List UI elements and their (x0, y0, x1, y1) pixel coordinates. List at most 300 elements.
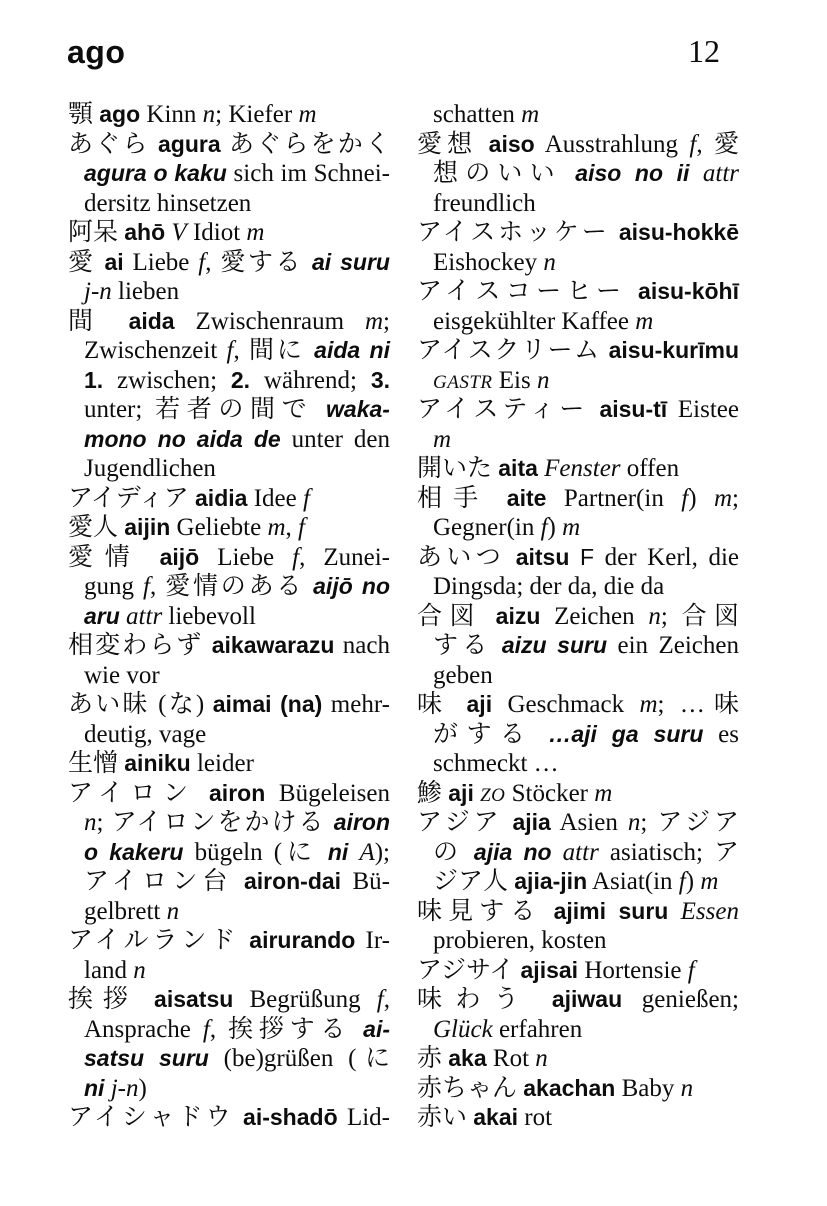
entry-line (417, 720, 739, 750)
text-run-rom: agura (157, 130, 221, 157)
text-run-it: f (143, 573, 150, 600)
text-run-jp: 味 (417, 691, 467, 718)
text-run-de: freundlich (433, 189, 536, 217)
text-run-de: schmeckt … (433, 750, 559, 777)
text-run-jp: 愛人 (68, 514, 125, 541)
text-run-it: n (536, 366, 550, 394)
text-run-jp: あい昧 (な) (68, 691, 213, 718)
text-run-de: Liebe (123, 248, 199, 276)
entry-line (68, 425, 390, 455)
entry-line (68, 631, 390, 661)
entry-line (68, 1103, 390, 1133)
text-run-bi: ni (327, 838, 349, 865)
text-run-jp: 想のいい (433, 160, 576, 187)
dictionary-entry (417, 130, 739, 219)
text-run-de: mehr- (322, 691, 390, 718)
dictionary-entry (417, 808, 739, 897)
entry-line (68, 543, 390, 573)
text-run-jp: あいつ (417, 543, 516, 571)
entry-line (417, 690, 739, 720)
text-run-jp: アイルランド (68, 927, 250, 954)
entry-line (68, 454, 390, 484)
text-run-de: eisgekühlter Kaffee (433, 307, 636, 335)
entry-line (68, 897, 390, 927)
entry-line (417, 602, 739, 632)
text-run-it: A (359, 838, 375, 866)
entry-line (68, 218, 390, 248)
text-run-it: f (689, 130, 697, 158)
text-run-jp: あぐら (68, 130, 158, 158)
text-run-jp: あぐらをかく (220, 130, 390, 158)
text-run-de: gelbrett (84, 897, 167, 925)
text-run-bi: mono no aida de (84, 425, 281, 452)
text-run-rom: aida (128, 307, 175, 334)
text-run-jp: 赤い (417, 1104, 474, 1131)
text-run-it: V (171, 219, 187, 246)
text-run-it: Glück (433, 1015, 493, 1043)
text-run-de: Gegner(in (433, 514, 541, 541)
text-run-rom: ajiwau (551, 986, 623, 1012)
text-run-de: , (149, 573, 166, 600)
text-run-rom: ajia-jin (514, 868, 588, 894)
text-run-rom: aijō (159, 543, 200, 570)
entry-line (68, 838, 390, 868)
entry-line (68, 749, 390, 779)
text-run-de: ; (660, 602, 682, 630)
entry-line (417, 1044, 739, 1074)
text-run-de: ) (138, 1074, 147, 1102)
text-run-sans: F (579, 543, 595, 570)
entry-line (68, 159, 390, 189)
entry-line (68, 130, 390, 160)
entry-line (417, 189, 739, 219)
text-run-de: deutig, vage (84, 720, 207, 748)
text-run-de: ; (732, 484, 739, 512)
text-run-rom: ajia (512, 809, 551, 835)
text-run-it: m (639, 691, 658, 718)
text-run-jp: 赤 (417, 1045, 449, 1072)
text-run-it: f (298, 514, 305, 541)
text-run-jp: 相変わらず (68, 632, 212, 659)
entry-line (417, 277, 739, 307)
text-run-it: m (713, 484, 733, 512)
text-run-it: f (376, 986, 384, 1013)
dictionary-entry (417, 897, 739, 956)
text-run-jp: アイシャドウ (68, 1104, 244, 1131)
entry-line (68, 366, 390, 396)
text-run-de: unter; (84, 396, 156, 423)
text-run-rom: aita (498, 455, 538, 481)
text-run-jp: に (356, 1045, 390, 1072)
entry-line (417, 1074, 739, 1104)
text-run-it: n (202, 101, 216, 128)
dictionary-entry (417, 277, 739, 336)
text-run-it: Fenster (544, 455, 621, 482)
text-run-it: attr (562, 838, 599, 866)
text-run-de: liebevoll (162, 602, 256, 630)
text-run-rom: aisatsu (154, 986, 234, 1012)
text-run-jp: アイスティー (417, 396, 600, 423)
text-run-de: , Zunei- (299, 543, 390, 571)
text-run-de: , (233, 337, 249, 364)
dictionary-entry (417, 985, 739, 1044)
text-run-jp: 鯵 (417, 779, 449, 807)
text-run-jp: アジア (417, 809, 513, 836)
text-run-rom: akachan (523, 1074, 616, 1101)
text-run-jp: アイロン (68, 779, 210, 807)
text-run-jp: 味わう (417, 986, 552, 1013)
text-run-de: , (383, 986, 390, 1013)
text-run-de (689, 160, 702, 187)
entry-line (68, 1015, 390, 1045)
text-run-bi: …aji ga suru (548, 720, 704, 747)
text-run-de (305, 337, 314, 364)
text-run-jp: 愛 (714, 130, 740, 158)
text-run-de: Zwischenraum (174, 307, 365, 335)
text-run-jp: 相手 (417, 484, 507, 512)
text-run-jp: がする (433, 720, 549, 748)
text-run-bi: airon (333, 809, 390, 835)
text-run-rom: aisu-kurīmu (608, 337, 739, 363)
text-run-it: m (267, 514, 286, 541)
text-run-rom: ai (104, 248, 124, 275)
text-run-it: n (166, 897, 180, 925)
text-run-de (303, 249, 312, 276)
text-run-de: Idiot (186, 219, 247, 246)
text-run-jp: ジア人 (433, 868, 515, 895)
text-run-jp: …味 (679, 691, 739, 718)
text-run-b: 1. (84, 366, 104, 393)
text-run-de: ) (547, 514, 563, 541)
text-run-de: Kinn (140, 101, 203, 128)
text-run-de (326, 809, 334, 836)
text-run-de: erfahren (492, 1015, 583, 1043)
dictionary-entry (417, 690, 739, 779)
entry-line (417, 808, 739, 838)
entry-line (68, 720, 390, 750)
text-run-de: , (209, 1015, 229, 1043)
text-run-rom: aizu (495, 602, 541, 629)
text-run-de: Lid- (337, 1104, 390, 1131)
text-run-it: f (198, 248, 206, 276)
text-run-de: asiatisch; (598, 838, 714, 866)
text-run-de: ; Kiefer (215, 101, 299, 128)
text-run-jp: アイスコーヒー (417, 278, 639, 305)
text-run-it: f (202, 1015, 210, 1043)
text-run-de: land (84, 956, 134, 984)
text-run-jp: する (433, 632, 502, 659)
text-run-jp: 顎 (68, 101, 100, 128)
entry-line (417, 513, 739, 543)
text-run-de: es (703, 720, 739, 748)
text-run-de: geben (433, 661, 493, 689)
text-run-jp: 愛情 (68, 543, 160, 571)
text-run-bi: waka- (326, 396, 390, 422)
text-run-de: , (205, 248, 221, 276)
text-run-jp: 愛 (68, 248, 105, 276)
entry-line (68, 336, 390, 366)
text-run-jp: 間 (68, 307, 129, 335)
text-run-de: Baby (615, 1074, 681, 1102)
text-run-de: schatten (433, 101, 522, 128)
text-run-b: 3. (370, 366, 390, 393)
text-run-rom: aijin (124, 514, 171, 540)
entry-line (417, 248, 739, 278)
dictionary-entry (417, 336, 739, 395)
text-run-de: sich im Schnei- (226, 160, 391, 187)
text-run-de: dersitz hinsetzen (84, 189, 252, 217)
text-run-b: 2. (230, 366, 251, 393)
text-run-de: Ansprache (84, 1015, 203, 1043)
text-run-sc: GASTR (433, 371, 493, 393)
dictionary-entry (417, 956, 739, 986)
entry-line (417, 985, 739, 1015)
text-run-de: Bü- (341, 868, 390, 895)
text-run-de: Eis (492, 366, 537, 394)
dictionary-entry (417, 218, 739, 277)
dictionary-entry (417, 602, 739, 691)
text-run-jp: 赤ちゃん (417, 1074, 524, 1102)
text-run-jp: アイディア (68, 484, 196, 512)
text-run-jp: の (433, 838, 474, 866)
text-run-it: m (433, 425, 452, 453)
text-run-bi: aida ni (314, 337, 390, 363)
entry-line (68, 602, 390, 632)
text-run-rom: aitsu (515, 543, 570, 570)
dictionary-entry (68, 248, 390, 307)
dictionary-entry (68, 100, 390, 130)
entry-line (68, 661, 390, 691)
text-run-jp: アジア (657, 809, 739, 836)
text-run-de: ein Zeichen (607, 632, 739, 659)
text-run-jp: 阿呆 (68, 219, 125, 246)
text-run-de (313, 396, 326, 423)
text-run-rom: ainiku (124, 750, 191, 776)
text-run-it: f (678, 868, 686, 895)
text-run-it: attr (702, 160, 739, 187)
entry-line (68, 867, 390, 897)
text-run-de: Asien (550, 809, 628, 836)
text-run-de: probieren, kosten (433, 927, 607, 954)
text-run-de: ); (374, 838, 390, 866)
text-run-it: f (302, 484, 310, 512)
text-run-rom: airurando (249, 927, 356, 953)
text-run-it: n (133, 956, 146, 984)
entry-line (417, 1015, 739, 1045)
text-run-de: ) (688, 484, 714, 512)
text-run-de: genießen; (622, 986, 739, 1013)
text-run-rom: ai-shadō (243, 1104, 338, 1130)
text-run-de: während; (250, 366, 371, 394)
text-run-de: Eistee (667, 396, 739, 423)
text-run-de: der Kerl, die (594, 543, 739, 571)
text-run-de: wie vor (84, 661, 160, 689)
text-run-de: Ausstrahlung (534, 130, 690, 158)
text-run-jp: ア (713, 838, 739, 866)
text-run-jp: 開いた (417, 455, 499, 482)
text-run-it: n (627, 809, 641, 836)
text-run-jp: 生憎 (68, 750, 125, 777)
text-run-rom: aji (466, 691, 493, 717)
dictionary-entry (68, 130, 390, 219)
dictionary-entry (68, 543, 390, 632)
text-run-rom: ahō (124, 219, 166, 245)
entry-line (68, 277, 390, 307)
text-run-de: nach (334, 632, 390, 659)
text-run-de: Zeichen (540, 602, 649, 630)
text-run-de: offen (620, 455, 680, 482)
text-run-de: ) (685, 868, 701, 895)
text-run-sc: ZO (480, 784, 506, 806)
text-run-jp: アイスホッケー (417, 219, 619, 246)
dictionary-entry (68, 307, 390, 484)
dictionary-entry (417, 1103, 739, 1133)
dictionary-entry (68, 749, 390, 779)
dictionary-entry (68, 985, 390, 1103)
text-run-jp: 合図 (417, 602, 496, 630)
text-run-de: lieben (111, 278, 180, 305)
text-run-it: m (298, 101, 317, 128)
entry-line (417, 454, 739, 484)
text-run-de (348, 839, 359, 866)
dictionary-entry (417, 454, 739, 484)
text-run-jp: 若者の間で (155, 396, 314, 423)
text-run-it: f (681, 484, 689, 512)
text-run-it: f (226, 337, 234, 364)
entry-line (68, 189, 390, 219)
dictionary-entry (417, 543, 739, 602)
entry-line (417, 100, 739, 130)
entry-line (417, 661, 739, 691)
text-run-jp: アイロンをかける (111, 809, 326, 836)
dictionary-entry (68, 218, 390, 248)
text-run-de: , (696, 130, 714, 158)
entry-line (417, 1103, 739, 1133)
text-run-it: j-n (110, 1074, 139, 1102)
text-run-rom: aikawarazu (211, 632, 335, 658)
dictionary-entry (68, 513, 390, 543)
text-run-rom: aisu-kōhī (638, 278, 739, 304)
text-run-it: m (562, 514, 581, 541)
entry-line (68, 307, 390, 337)
text-run-it: n (648, 602, 661, 630)
text-run-de: Partner(in (546, 484, 682, 512)
entry-line (417, 130, 739, 160)
text-run-de: Zwischenzeit (84, 337, 227, 364)
text-run-jp: 愛想 (417, 130, 489, 158)
text-run-it: m (364, 307, 384, 335)
text-run-it: attr (126, 602, 163, 630)
text-run-de: gung (84, 573, 144, 600)
text-run-it: m (246, 219, 265, 246)
text-run-jp: アイロン台 (84, 868, 244, 895)
text-run-jp: アイスクリーム (417, 337, 609, 364)
text-run-de (317, 839, 328, 866)
entry-line (417, 395, 739, 425)
text-run-it: n (680, 1074, 694, 1102)
dictionary-entry (68, 484, 390, 514)
entry-line (68, 926, 390, 956)
entry-line (68, 100, 390, 130)
entry-line (68, 808, 390, 838)
column-left (68, 100, 390, 1133)
text-run-it: n (543, 248, 556, 276)
dictionary-entry (417, 484, 739, 543)
entry-line (417, 897, 739, 927)
entry-line (417, 631, 739, 661)
text-run-de: (be)grüßen ( (208, 1045, 357, 1072)
text-run-de: Liebe (199, 543, 293, 571)
entry-line (68, 572, 390, 602)
text-run-de: zwischen; (103, 366, 231, 394)
text-run-de: , (285, 514, 299, 541)
text-run-de: Asiat(in (587, 868, 679, 895)
text-run-bi: agura o kaku (84, 160, 227, 186)
text-run-it: n (84, 809, 97, 836)
text-run-de (304, 573, 313, 600)
entry-line (68, 513, 390, 543)
text-run-de (552, 839, 563, 866)
entry-line (68, 1044, 390, 1074)
entry-line (68, 956, 390, 986)
entry-line (417, 366, 739, 396)
text-run-rom: aka (448, 1045, 487, 1071)
text-run-de (569, 544, 580, 571)
text-run-rom: ago (99, 101, 141, 127)
dictionary-entry (417, 100, 739, 130)
text-run-rom: airon-dai (243, 868, 342, 894)
entry-line (417, 838, 739, 868)
text-run-de: Idee (247, 484, 303, 512)
text-run-rom: akai (473, 1104, 519, 1130)
text-run-jp: 挨拶する (228, 1015, 352, 1043)
guide-word: ago (67, 34, 126, 70)
text-run-de: rot (518, 1104, 553, 1131)
text-run-de: Geliebte (170, 514, 268, 541)
text-run-bi: aijō no (313, 573, 391, 599)
text-run-bi: ai suru (311, 248, 390, 275)
entry-line (68, 690, 390, 720)
entry-line (417, 543, 739, 573)
text-run-de: Bügeleisen (265, 779, 390, 807)
text-run-rom: airon (209, 779, 266, 806)
text-run-rom: aiso (488, 130, 535, 157)
text-run-it: f (292, 543, 300, 571)
entry-line (417, 779, 739, 809)
text-run-bi: satsu suru (84, 1045, 209, 1071)
text-run-de: Rot (486, 1045, 536, 1072)
text-run-bi: ni (84, 1074, 105, 1101)
entry-line (68, 1074, 390, 1104)
dictionary-entry (68, 1103, 390, 1133)
text-run-jp: 愛する (220, 248, 304, 276)
text-run-it: m (594, 779, 613, 807)
entry-line (68, 248, 390, 278)
text-run-rom: aji (448, 779, 474, 806)
dictionary-entry (68, 631, 390, 690)
entry-line (68, 985, 390, 1015)
text-run-jp: に (282, 838, 317, 866)
text-run-jp: 味見する (417, 897, 554, 925)
text-run-rom: ajisai (520, 956, 579, 983)
text-run-rom: aite (506, 484, 547, 511)
text-run-bi: aizu suru (501, 632, 608, 658)
text-run-de: leider (190, 750, 254, 777)
text-run-de: ; (640, 809, 658, 836)
text-run-it: Essen (680, 897, 739, 925)
text-run-de: Geschmack (492, 691, 640, 718)
text-run-rom: ajimi suru (553, 897, 669, 924)
